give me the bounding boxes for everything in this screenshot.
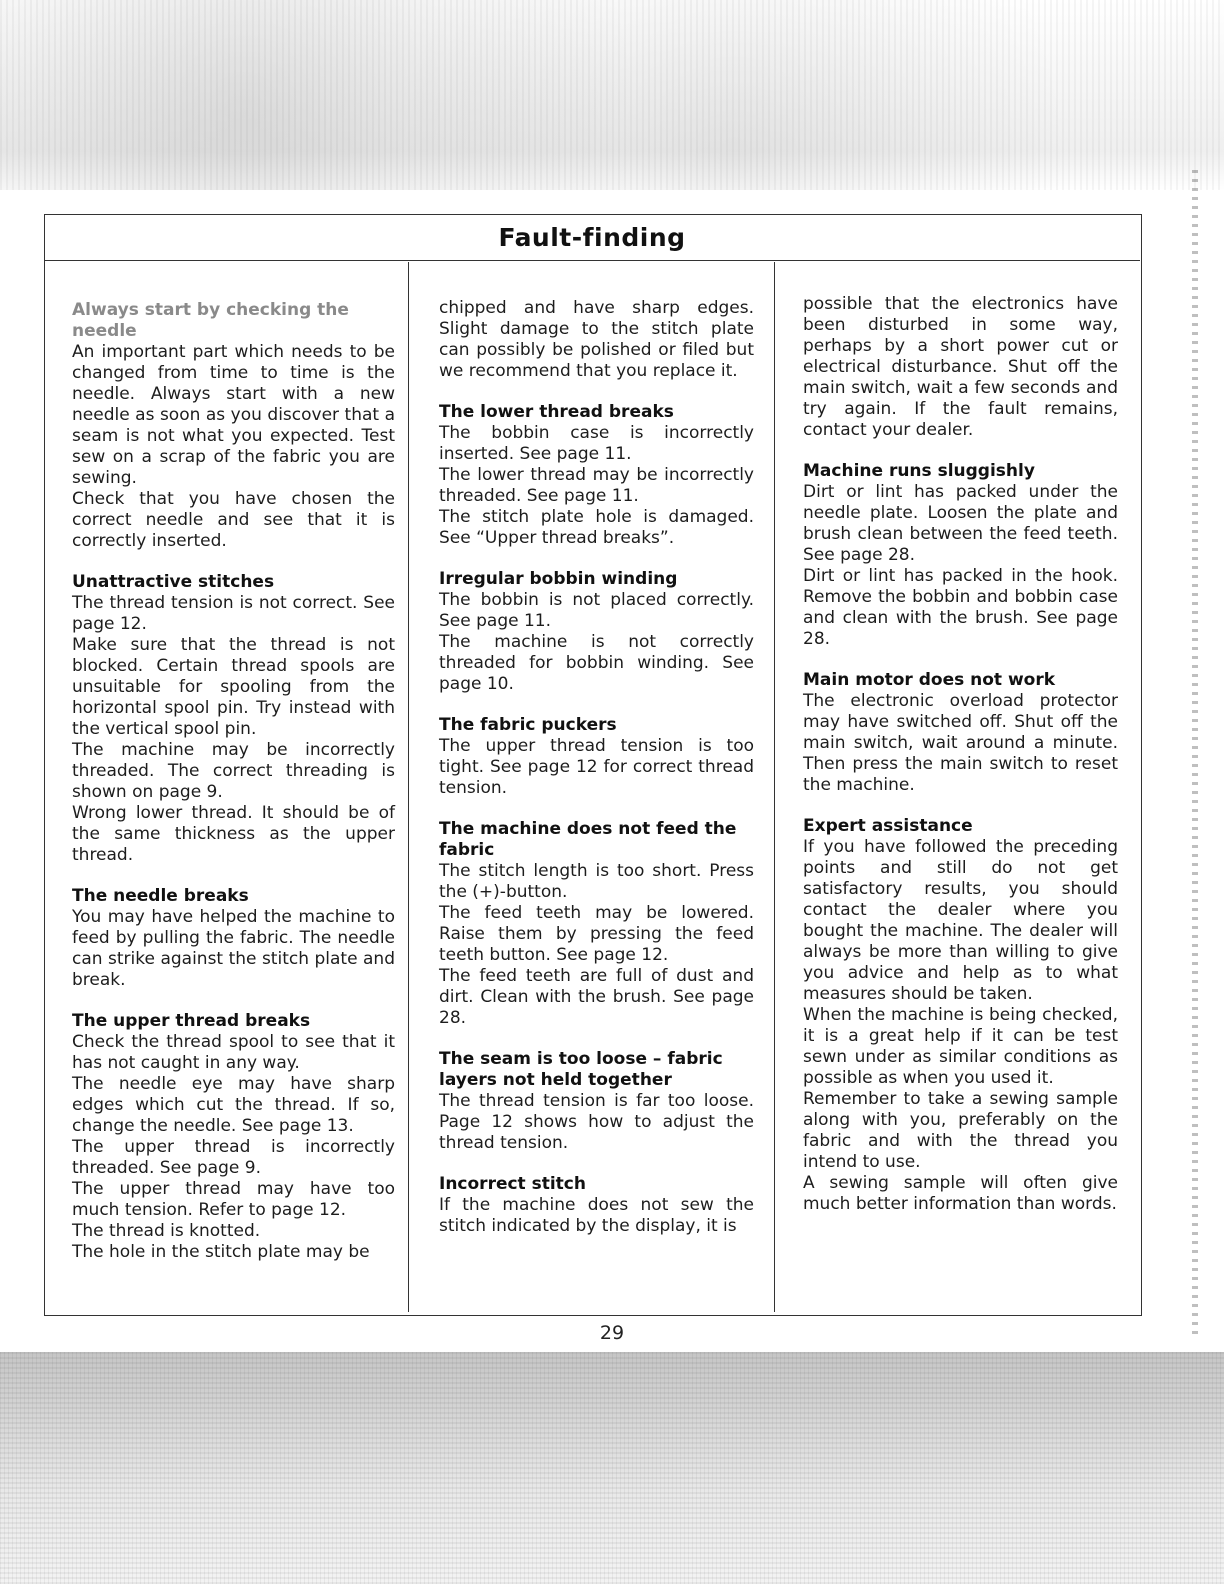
paragraph: Remember to take a sewing sample along with you, preferably on the fabric and with the thread you intend to use. xyxy=(803,1089,1118,1172)
page-title: Fault-finding xyxy=(498,222,686,252)
paragraph: chipped and have sharp edges. Slight damage to the stitch plate can possibly be polished or filed but we recommend that you replace it. xyxy=(439,298,754,381)
page-number: 29 xyxy=(599,1322,625,1344)
section xyxy=(439,1174,754,1237)
section xyxy=(439,402,754,549)
paragraph: The bobbin is not placed correctly. See page 11. xyxy=(439,590,754,631)
paragraph: The hole in the stitch plate may be xyxy=(72,1242,370,1262)
paragraph: Dirt or lint has packed in the hook. Remove the bobbin and bobbin case and clean with the brush. See page 28. xyxy=(803,566,1118,649)
paragraph: The thread tension is not correct. See page 12. xyxy=(72,593,395,634)
paragraph: An important part which needs to be changed from time to time is the needle. Always start with a new needle as soon as you discover that a seam is not what you expected. Test sew on a scrap of the fabric you are sewing. xyxy=(72,342,395,488)
section xyxy=(72,300,395,552)
paragraph: The needle eye may have sharp edges which cut the thread. If so, change the needle. See page 13. xyxy=(72,1074,395,1136)
section xyxy=(803,816,1118,1215)
section-heading: Main motor does not work xyxy=(803,670,1056,690)
section-heading: Unattractive stitches xyxy=(72,572,275,592)
scan-noise-top xyxy=(0,0,1224,190)
column-1 xyxy=(60,262,405,1312)
section-heading: The lower thread breaks xyxy=(439,402,674,422)
section-heading: Incorrect stitch xyxy=(439,1174,586,1194)
section-heading: Irregular bobbin winding xyxy=(439,569,678,589)
section-heading: The seam is too loose – fabric layers not held together xyxy=(439,1049,723,1090)
paragraph: When the machine is being checked, it is a great help if it can be test sewn under as similar conditions as possible as when you used it. xyxy=(803,1005,1118,1088)
section-heading: The machine does not feed the fabric xyxy=(439,819,737,860)
scan-noise-bottom xyxy=(0,1352,1224,1584)
section-heading: Expert assistance xyxy=(803,816,973,836)
section xyxy=(803,461,1118,650)
column-3 xyxy=(774,262,1140,1312)
paragraph: A sewing sample will often give much better information than words. xyxy=(803,1173,1118,1214)
paragraph: Check that you have chosen the correct needle and see that it is correctly inserted. xyxy=(72,489,395,551)
section-heading: Machine runs sluggishly xyxy=(803,461,1035,481)
column-2 xyxy=(408,262,774,1312)
section-heading: Always start by checking the needle xyxy=(72,300,349,341)
paragraph: Make sure that the thread is not blocked. Certain thread spools are unsuitable for spooling from the horizontal spool pin. Try instead with the vertical spool pin. xyxy=(72,635,395,739)
paragraph: If the machine does not sew the stitch indicated by the display, it is xyxy=(439,1195,754,1236)
paragraph: The machine may be incorrectly threaded. The correct threading is shown on page 9. xyxy=(72,740,395,802)
scan-noise-right-edge xyxy=(1192,170,1198,1340)
section-heading: The needle breaks xyxy=(72,886,249,906)
section xyxy=(439,715,754,799)
section xyxy=(439,569,754,695)
paragraph: Dirt or lint has packed under the needle plate. Loosen the plate and brush clean between the feed teeth. See page 28. xyxy=(803,482,1118,565)
section xyxy=(439,1049,754,1154)
paragraph: The upper thread is incorrectly threaded. See page 9. xyxy=(72,1137,395,1178)
paragraph: The stitch plate hole is damaged. See “Upper thread breaks”. xyxy=(439,507,754,548)
paragraph: The thread is knotted. xyxy=(72,1221,261,1241)
paragraph: The lower thread may be incorrectly threaded. See page 11. xyxy=(439,465,754,506)
title-bar xyxy=(44,214,1140,261)
paragraph: The stitch length is too short. Press the (+)-button. xyxy=(439,861,754,902)
section-heading: The fabric puckers xyxy=(439,715,617,735)
paragraph: possible that the electronics have been disturbed in some way, perhaps by a short power cut or electrical disturbance. Shut off the main switch, wait a few seconds and try again. If the fault remains, contact your dealer. xyxy=(803,294,1118,440)
section xyxy=(439,819,754,1029)
section xyxy=(72,572,395,866)
paragraph: The upper thread tension is too tight. See page 12 for correct thread tension. xyxy=(439,736,754,798)
section xyxy=(803,670,1118,796)
section xyxy=(803,294,1118,441)
paragraph: You may have helped the machine to feed by pulling the fabric. The needle can strike against the stitch plate and break. xyxy=(72,907,395,990)
paragraph: The bobbin case is incorrectly inserted. See page 11. xyxy=(439,423,754,464)
paragraph: The machine is not correctly threaded for bobbin winding. See page 10. xyxy=(439,632,754,694)
section-heading: The upper thread breaks xyxy=(72,1011,311,1031)
paragraph: The feed teeth are full of dust and dirt. Clean with the brush. See page 28. xyxy=(439,966,754,1028)
paragraph: The upper thread may have too much tension. Refer to page 12. xyxy=(72,1179,395,1220)
paragraph: The thread tension is far too loose. Page 12 shows how to adjust the thread tension. xyxy=(439,1091,754,1153)
paragraph: The electronic overload protector may have switched off. Shut off the main switch, wait around a minute. Then press the main switch to reset the machine. xyxy=(803,691,1118,795)
paragraph: The feed teeth may be lowered. Raise them by pressing the feed teeth button. See page 12. xyxy=(439,903,754,965)
paragraph: Check the thread spool to see that it has not caught in any way. xyxy=(72,1032,395,1073)
paragraph: If you have followed the preceding points and still do not get satisfactory results, you should contact the dealer where you bought the machine. The dealer will always be more than willing to give you advice and help as to what measures should be taken. xyxy=(803,837,1118,1004)
paragraph: Wrong lower thread. It should be of the same thickness as the upper thread. xyxy=(72,803,395,865)
section xyxy=(439,298,754,382)
section xyxy=(72,886,395,991)
section xyxy=(72,1011,395,1263)
